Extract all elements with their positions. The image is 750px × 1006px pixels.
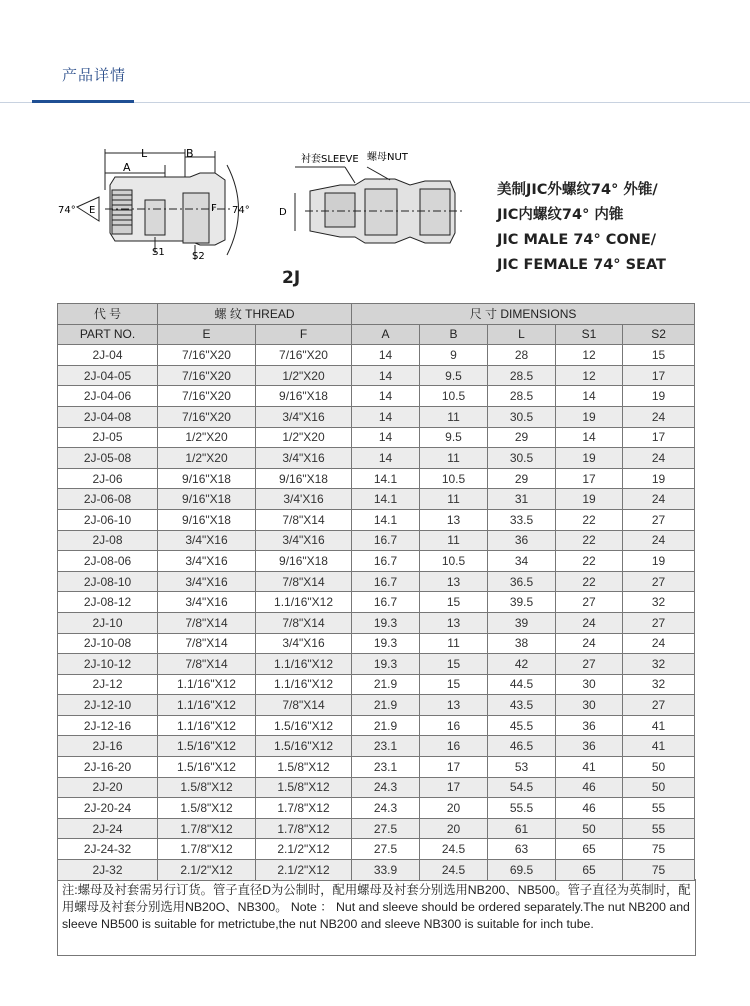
table-row	[58, 674, 695, 695]
dimensions-header: 尺 寸 DIMENSIONS	[352, 304, 695, 325]
table-cell: 53	[488, 757, 556, 778]
column-header: S2	[623, 324, 695, 345]
table-cell: 12	[556, 345, 623, 366]
table-cell: 19.3	[352, 633, 420, 654]
table-cell: 24	[623, 530, 695, 551]
part-number-cell: 2J-12-10	[58, 695, 158, 716]
table-cell: 63	[488, 839, 556, 860]
table-cell: 32	[623, 654, 695, 675]
table-row	[58, 468, 695, 489]
table-cell: 1.5/8"X12	[158, 777, 256, 798]
table-cell: 17	[623, 427, 695, 448]
description-line: 美制JIC外螺纹74° 外锥/	[497, 182, 658, 198]
table-cell: 13	[420, 612, 488, 633]
table-row	[58, 530, 695, 551]
part-number-cell: 2J-05	[58, 427, 158, 448]
table-cell: 24.3	[352, 798, 420, 819]
table-cell: 3/4"X16	[158, 530, 256, 551]
section-title: 产品详情	[62, 66, 127, 84]
table-cell: 61	[488, 818, 556, 839]
table-cell: 1/2"X20	[158, 427, 256, 448]
table-cell: 1.5/8"X12	[256, 757, 352, 778]
spec-table-body	[58, 345, 695, 880]
table-cell: 36	[556, 736, 623, 757]
dim-l-label: L	[141, 147, 148, 160]
part-number-cell: 2J-08-10	[58, 571, 158, 592]
column-header: B	[420, 324, 488, 345]
table-cell: 2.1/2"X12	[158, 860, 256, 881]
table-cell: 39	[488, 612, 556, 633]
table-cell: 24.5	[420, 860, 488, 881]
table-cell: 19.3	[352, 612, 420, 633]
spec-table	[57, 303, 695, 881]
table-cell: 14	[352, 386, 420, 407]
dim-b-label: B	[186, 147, 194, 160]
part-number-cell: 2J-04	[58, 345, 158, 366]
table-cell: 24	[556, 612, 623, 633]
table-cell: 7/8"X14	[256, 509, 352, 530]
table-cell: 30	[556, 674, 623, 695]
table-cell: 36	[556, 715, 623, 736]
code-header-cn: 代 号	[58, 304, 158, 325]
table-row	[58, 612, 695, 633]
table-cell: 36.5	[488, 571, 556, 592]
description-line: JIC内螺纹74° 内锥	[497, 207, 624, 223]
table-cell: 9/16"X18	[158, 509, 256, 530]
table-row	[58, 654, 695, 675]
table-cell: 32	[623, 674, 695, 695]
table-cell: 34	[488, 551, 556, 572]
table-cell: 11	[420, 530, 488, 551]
table-cell: 27	[623, 695, 695, 716]
table-cell: 9/16"X18	[256, 468, 352, 489]
table-cell: 16.7	[352, 551, 420, 572]
table-cell: 28	[488, 345, 556, 366]
table-cell: 32	[623, 592, 695, 613]
table-cell: 16	[420, 715, 488, 736]
table-cell: 75	[623, 860, 695, 881]
table-cell: 1.5/16"X12	[256, 736, 352, 757]
table-cell: 55.5	[488, 798, 556, 819]
table-row	[58, 427, 695, 448]
table-cell: 65	[556, 860, 623, 881]
table-cell: 46.5	[488, 736, 556, 757]
table-cell: 9/16"X18	[158, 489, 256, 510]
table-cell: 1.7/8"X12	[158, 818, 256, 839]
table-cell: 1.5/16"X12	[256, 715, 352, 736]
table-cell: 1/2"X20	[256, 427, 352, 448]
table-cell: 16	[420, 736, 488, 757]
table-cell: 41	[623, 736, 695, 757]
table-cell: 20	[420, 818, 488, 839]
model-code: 2J	[282, 268, 301, 288]
table-cell: 27	[556, 592, 623, 613]
table-cell: 17	[420, 757, 488, 778]
part-number-cell: 2J-06-10	[58, 509, 158, 530]
page-header	[0, 0, 750, 105]
table-cell: 65	[556, 839, 623, 860]
table-cell: 1.1/16"X12	[158, 695, 256, 716]
part-number-cell: 2J-32	[58, 860, 158, 881]
table-cell: 50	[623, 777, 695, 798]
table-cell: 30	[556, 695, 623, 716]
table-cell: 33.5	[488, 509, 556, 530]
table-cell: 11	[420, 406, 488, 427]
table-cell: 14	[556, 386, 623, 407]
table-cell: 15	[623, 345, 695, 366]
table-cell: 7/16"X20	[158, 386, 256, 407]
table-cell: 20	[420, 798, 488, 819]
table-cell: 14	[352, 406, 420, 427]
table-cell: 39.5	[488, 592, 556, 613]
table-cell: 29	[488, 427, 556, 448]
table-cell: 1.7/8"X12	[256, 818, 352, 839]
table-cell: 13	[420, 695, 488, 716]
f-label: F	[211, 203, 217, 214]
table-cell: 7/8"X14	[256, 612, 352, 633]
table-cell: 42	[488, 654, 556, 675]
table-cell: 1.7/8"X12	[158, 839, 256, 860]
table-cell: 19	[556, 489, 623, 510]
column-header: F	[256, 324, 352, 345]
table-cell: 36	[488, 530, 556, 551]
table-cell: 7/8"X14	[256, 695, 352, 716]
table-cell: 54.5	[488, 777, 556, 798]
table-row	[58, 489, 695, 510]
table-cell: 14	[556, 427, 623, 448]
part-number-cell: 2J-10	[58, 612, 158, 633]
table-cell: 10.5	[420, 468, 488, 489]
table-row	[58, 715, 695, 736]
table-cell: 46	[556, 798, 623, 819]
table-cell: 21.9	[352, 695, 420, 716]
column-header: E	[158, 324, 256, 345]
table-cell: 24	[623, 633, 695, 654]
table-cell: 1.5/8"X12	[256, 777, 352, 798]
order-note: 注:螺母及衬套需另行订货。管子直径D为公制时，配用螺母及衬套分别选用NB200、NB500。管子直径为英制时，配用螺母及衬套分别选用NB20O、NB300。 Note ： Nut and sleeve should be ordered separately.The nut NB200 and sleeve NB500 is suitable for metrictube,the nut NB200 and sleeve NB300 is suitable for inch tube.	[57, 879, 696, 956]
table-cell: 7/16"X20	[158, 406, 256, 427]
table-cell: 14	[352, 365, 420, 386]
column-header: L	[488, 324, 556, 345]
table-cell: 3/4"X16	[158, 592, 256, 613]
part-number-cell: 2J-06	[58, 468, 158, 489]
assembly-drawing	[295, 167, 463, 243]
table-cell: 17	[623, 365, 695, 386]
table-cell: 27	[623, 571, 695, 592]
part-number-cell: 2J-04-06	[58, 386, 158, 407]
table-cell: 23.1	[352, 757, 420, 778]
part-number-cell: 2J-12	[58, 674, 158, 695]
table-row	[58, 695, 695, 716]
table-cell: 10.5	[420, 386, 488, 407]
description-line: JIC FEMALE 74° SEAT	[497, 257, 666, 273]
table-cell: 19	[623, 551, 695, 572]
table-cell: 3/4"X16	[158, 551, 256, 572]
table-cell: 46	[556, 777, 623, 798]
table-row	[58, 777, 695, 798]
table-cell: 16.7	[352, 571, 420, 592]
table-cell: 28.5	[488, 365, 556, 386]
table-cell: 29	[488, 468, 556, 489]
part-number-cell: 2J-08-12	[58, 592, 158, 613]
table-cell: 38	[488, 633, 556, 654]
table-cell: 1.1/16"X12	[256, 674, 352, 695]
table-cell: 1.1/16"X12	[158, 715, 256, 736]
table-row	[58, 798, 695, 819]
table-cell: 21.9	[352, 715, 420, 736]
table-cell: 21.9	[352, 674, 420, 695]
table-cell: 55	[623, 818, 695, 839]
table-row	[58, 571, 695, 592]
table-row	[58, 406, 695, 427]
table-cell: 24	[623, 489, 695, 510]
part-number-cell: 2J-16-20	[58, 757, 158, 778]
table-cell: 7/16"X20	[158, 345, 256, 366]
table-cell: 7/8"X14	[158, 612, 256, 633]
table-row	[58, 633, 695, 654]
table-cell: 30.5	[488, 406, 556, 427]
table-cell: 1.1/16"X12	[158, 674, 256, 695]
table-cell: 1/2"X20	[256, 365, 352, 386]
table-cell: 19	[623, 386, 695, 407]
part-number-cell: 2J-24-32	[58, 839, 158, 860]
table-cell: 44.5	[488, 674, 556, 695]
table-cell: 22	[556, 571, 623, 592]
table-cell: 1.5/16"X12	[158, 757, 256, 778]
table-cell: 1.7/8"X12	[256, 798, 352, 819]
table-row	[58, 592, 695, 613]
table-cell: 9/16"X18	[158, 468, 256, 489]
table-cell: 55	[623, 798, 695, 819]
table-cell: 17	[556, 468, 623, 489]
table-cell: 41	[556, 757, 623, 778]
table-row	[58, 386, 695, 407]
table-row	[58, 757, 695, 778]
table-cell: 13	[420, 571, 488, 592]
thread-header: 螺 纹 THREAD	[158, 304, 352, 325]
part-number-cell: 2J-04-08	[58, 406, 158, 427]
table-cell: 3/4"X16	[256, 448, 352, 469]
part-number-cell: 2J-20-24	[58, 798, 158, 819]
table-cell: 2.1/2"X12	[256, 860, 352, 881]
left-angle-label: 74°	[58, 205, 76, 216]
part-number-cell: 2J-08-06	[58, 551, 158, 572]
table-cell: 24	[623, 406, 695, 427]
table-cell: 7/8"X14	[256, 571, 352, 592]
table-cell: 14.1	[352, 509, 420, 530]
table-cell: 31	[488, 489, 556, 510]
table-cell: 24	[556, 633, 623, 654]
table-cell: 9.5	[420, 365, 488, 386]
part-number-cell: 2J-16	[58, 736, 158, 757]
table-cell: 69.5	[488, 860, 556, 881]
table-row	[58, 818, 695, 839]
table-cell: 19	[623, 468, 695, 489]
column-header: S1	[556, 324, 623, 345]
part-number-cell: 2J-08	[58, 530, 158, 551]
table-cell: 1/2"X20	[158, 448, 256, 469]
table-cell: 75	[623, 839, 695, 860]
part-number-cell: 2J-04-05	[58, 365, 158, 386]
table-cell: 3/4'X16	[256, 489, 352, 510]
table-cell: 27	[623, 509, 695, 530]
nut-label: 螺母NUT	[367, 152, 408, 163]
table-row	[58, 448, 695, 469]
table-row	[58, 365, 695, 386]
table-cell: 45.5	[488, 715, 556, 736]
table-cell: 13	[420, 509, 488, 530]
dim-s2-label: S2	[192, 251, 205, 262]
table-cell: 1.1/16"X12	[256, 592, 352, 613]
table-cell: 1.5/8"X12	[158, 798, 256, 819]
part-number-cell: 2J-24	[58, 818, 158, 839]
part-number-cell: 2J-20	[58, 777, 158, 798]
table-cell: 7/8"X14	[158, 633, 256, 654]
table-cell: 27.5	[352, 818, 420, 839]
product-description	[497, 178, 666, 278]
table-cell: 7/16"X20	[158, 365, 256, 386]
table-cell: 1.1/16"X12	[256, 654, 352, 675]
table-cell: 19.3	[352, 654, 420, 675]
table-cell: 1.5/16"X12	[158, 736, 256, 757]
table-cell: 9/16"X18	[256, 386, 352, 407]
table-cell: 24	[623, 448, 695, 469]
table-row	[58, 509, 695, 530]
part-number-cell: 2J-12-16	[58, 715, 158, 736]
table-cell: 3/4"X16	[256, 530, 352, 551]
table-cell: 9.5	[420, 427, 488, 448]
right-angle-label: 74°	[232, 205, 250, 216]
table-cell: 16.7	[352, 530, 420, 551]
table-cell: 27	[623, 612, 695, 633]
part-number-cell: 2J-05-08	[58, 448, 158, 469]
table-row	[58, 345, 695, 366]
code-header-en: PART NO.	[58, 324, 158, 345]
table-cell: 9/16"X18	[256, 551, 352, 572]
table-row	[58, 860, 695, 881]
table-cell: 27.5	[352, 839, 420, 860]
table-row	[58, 551, 695, 572]
table-cell: 17	[420, 777, 488, 798]
table-cell: 3/4"X16	[158, 571, 256, 592]
table-cell: 30.5	[488, 448, 556, 469]
table-cell: 11	[420, 489, 488, 510]
part-number-cell: 2J-10-12	[58, 654, 158, 675]
part-number-cell: 2J-06-08	[58, 489, 158, 510]
table-cell: 7/16"X20	[256, 345, 352, 366]
table-cell: 14.1	[352, 468, 420, 489]
table-cell: 22	[556, 530, 623, 551]
table-cell: 3/4"X16	[256, 633, 352, 654]
table-cell: 50	[623, 757, 695, 778]
column-header: A	[352, 324, 420, 345]
fitting-diagram	[55, 145, 505, 275]
table-cell: 15	[420, 592, 488, 613]
table-cell: 19	[556, 406, 623, 427]
table-cell: 43.5	[488, 695, 556, 716]
d-label: D	[279, 207, 287, 218]
table-cell: 14	[352, 345, 420, 366]
table-cell: 14.1	[352, 489, 420, 510]
table-cell: 7/8"X14	[158, 654, 256, 675]
header-accent-bar	[32, 100, 134, 103]
part-number-cell: 2J-10-08	[58, 633, 158, 654]
table-cell: 14	[352, 448, 420, 469]
table-cell: 11	[420, 633, 488, 654]
dim-a-label: A	[123, 161, 131, 174]
e-label: E	[89, 205, 96, 216]
table-row	[58, 736, 695, 757]
table-cell: 50	[556, 818, 623, 839]
table-cell: 15	[420, 674, 488, 695]
table-cell: 2.1/2"X12	[256, 839, 352, 860]
table-cell: 22	[556, 509, 623, 530]
table-cell: 16.7	[352, 592, 420, 613]
table-cell: 27	[556, 654, 623, 675]
table-cell: 10.5	[420, 551, 488, 572]
dim-s1-label: S1	[152, 247, 165, 258]
table-cell: 3/4"X16	[256, 406, 352, 427]
table-cell: 33.9	[352, 860, 420, 881]
table-cell: 23.1	[352, 736, 420, 757]
table-cell: 24.5	[420, 839, 488, 860]
table-cell: 19	[556, 448, 623, 469]
table-cell: 11	[420, 448, 488, 469]
table-cell: 41	[623, 715, 695, 736]
table-cell: 14	[352, 427, 420, 448]
description-line: JIC MALE 74° CONE/	[497, 232, 657, 248]
table-cell: 22	[556, 551, 623, 572]
table-cell: 12	[556, 365, 623, 386]
table-row	[58, 839, 695, 860]
sleeve-label: 衬套SLEEVE	[301, 154, 359, 165]
table-cell: 15	[420, 654, 488, 675]
table-cell: 28.5	[488, 386, 556, 407]
table-cell: 24.3	[352, 777, 420, 798]
table-cell: 9	[420, 345, 488, 366]
